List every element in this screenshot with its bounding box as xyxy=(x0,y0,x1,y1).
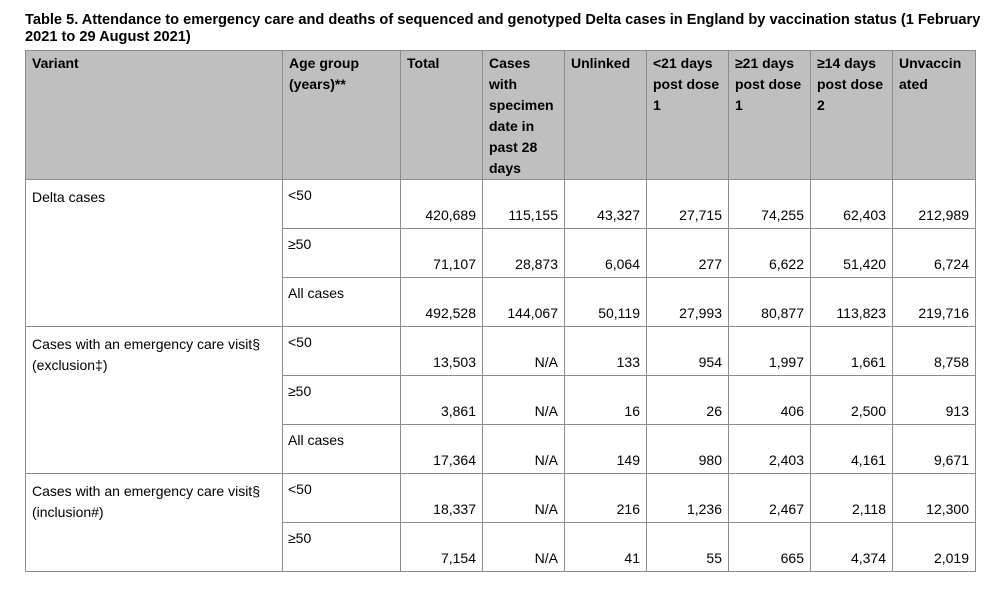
header-variant: Variant xyxy=(26,51,283,180)
age-group-cell: All cases xyxy=(283,278,401,327)
variant-cell: Cases with an emergency care visit§ (exclusion‡) xyxy=(26,327,283,474)
lt21-days-dose1-cell: 55 xyxy=(647,523,729,572)
ge21-days-dose1-cell: 2,403 xyxy=(729,425,811,474)
total-cell: 492,528 xyxy=(401,278,483,327)
header-unlinked: Unlinked xyxy=(565,51,647,180)
unlinked-cell: 41 xyxy=(565,523,647,572)
cases-past-28-days-cell: 144,067 xyxy=(483,278,565,327)
variant-cell: Cases with an emergency care visit§ (inclusion#) xyxy=(26,474,283,572)
cases-past-28-days-cell: N/A xyxy=(483,474,565,523)
age-group-cell: All cases xyxy=(283,425,401,474)
unlinked-cell: 43,327 xyxy=(565,180,647,229)
variant-cell: Delta cases xyxy=(26,180,283,327)
unvaccinated-cell: 913 xyxy=(893,376,976,425)
ge14-days-dose2-cell: 2,118 xyxy=(811,474,893,523)
unlinked-cell: 216 xyxy=(565,474,647,523)
ge14-days-dose2-cell: 1,661 xyxy=(811,327,893,376)
age-group-cell: ≥50 xyxy=(283,523,401,572)
unvaccinated-cell: 6,724 xyxy=(893,229,976,278)
ge14-days-dose2-cell: 113,823 xyxy=(811,278,893,327)
age-group-cell: <50 xyxy=(283,180,401,229)
age-group-cell: ≥50 xyxy=(283,229,401,278)
ge14-days-dose2-cell: 51,420 xyxy=(811,229,893,278)
header-row xyxy=(26,51,976,180)
lt21-days-dose1-cell: 277 xyxy=(647,229,729,278)
unvaccinated-cell: 2,019 xyxy=(893,523,976,572)
cases-past-28-days-cell: N/A xyxy=(483,523,565,572)
unvaccinated-cell: 9,671 xyxy=(893,425,976,474)
total-cell: 3,861 xyxy=(401,376,483,425)
total-cell: 420,689 xyxy=(401,180,483,229)
cases-past-28-days-cell: 115,155 xyxy=(483,180,565,229)
cases-past-28-days-cell: N/A xyxy=(483,425,565,474)
lt21-days-dose1-cell: 27,715 xyxy=(647,180,729,229)
header-ge14-days-dose2: ≥14 days post dose 2 xyxy=(811,51,893,180)
header-lt21-days-dose1: <21 days post dose 1 xyxy=(647,51,729,180)
ge21-days-dose1-cell: 1,997 xyxy=(729,327,811,376)
unvaccinated-cell: 219,716 xyxy=(893,278,976,327)
age-group-cell: ≥50 xyxy=(283,376,401,425)
table-title: Table 5. Attendance to emergency care and deaths of sequenced and genotyped Delta cases in England by vaccination status (1 February 2021 to 29 August 2021) xyxy=(25,12,981,45)
ge21-days-dose1-cell: 665 xyxy=(729,523,811,572)
unlinked-cell: 16 xyxy=(565,376,647,425)
lt21-days-dose1-cell: 954 xyxy=(647,327,729,376)
ge21-days-dose1-cell: 406 xyxy=(729,376,811,425)
unlinked-cell: 6,064 xyxy=(565,229,647,278)
total-cell: 71,107 xyxy=(401,229,483,278)
table-row xyxy=(26,474,976,523)
lt21-days-dose1-cell: 980 xyxy=(647,425,729,474)
total-cell: 17,364 xyxy=(401,425,483,474)
cases-past-28-days-cell: 28,873 xyxy=(483,229,565,278)
unvaccinated-cell: 212,989 xyxy=(893,180,976,229)
ge14-days-dose2-cell: 4,374 xyxy=(811,523,893,572)
ge14-days-dose2-cell: 2,500 xyxy=(811,376,893,425)
unlinked-cell: 50,119 xyxy=(565,278,647,327)
total-cell: 18,337 xyxy=(401,474,483,523)
age-group-cell: <50 xyxy=(283,327,401,376)
cases-past-28-days-cell: N/A xyxy=(483,376,565,425)
ge21-days-dose1-cell: 2,467 xyxy=(729,474,811,523)
age-group-cell: <50 xyxy=(283,474,401,523)
table-row xyxy=(26,180,976,229)
total-cell: 7,154 xyxy=(401,523,483,572)
ge21-days-dose1-cell: 80,877 xyxy=(729,278,811,327)
header-age-group: Age group (years)** xyxy=(283,51,401,180)
unvaccinated-cell: 8,758 xyxy=(893,327,976,376)
table-row xyxy=(26,327,976,376)
attendance-table xyxy=(25,50,976,572)
unlinked-cell: 149 xyxy=(565,425,647,474)
total-cell: 13,503 xyxy=(401,327,483,376)
lt21-days-dose1-cell: 27,993 xyxy=(647,278,729,327)
ge21-days-dose1-cell: 6,622 xyxy=(729,229,811,278)
header-cases-past-28-days: Cases with specimen date in past 28 days xyxy=(483,51,565,180)
ge14-days-dose2-cell: 62,403 xyxy=(811,180,893,229)
lt21-days-dose1-cell: 1,236 xyxy=(647,474,729,523)
header-unvaccinated: Unvaccin ated xyxy=(893,51,976,180)
cases-past-28-days-cell: N/A xyxy=(483,327,565,376)
ge21-days-dose1-cell: 74,255 xyxy=(729,180,811,229)
ge14-days-dose2-cell: 4,161 xyxy=(811,425,893,474)
unvaccinated-cell: 12,300 xyxy=(893,474,976,523)
unlinked-cell: 133 xyxy=(565,327,647,376)
lt21-days-dose1-cell: 26 xyxy=(647,376,729,425)
header-ge21-days-dose1: ≥21 days post dose 1 xyxy=(729,51,811,180)
header-total: Total xyxy=(401,51,483,180)
